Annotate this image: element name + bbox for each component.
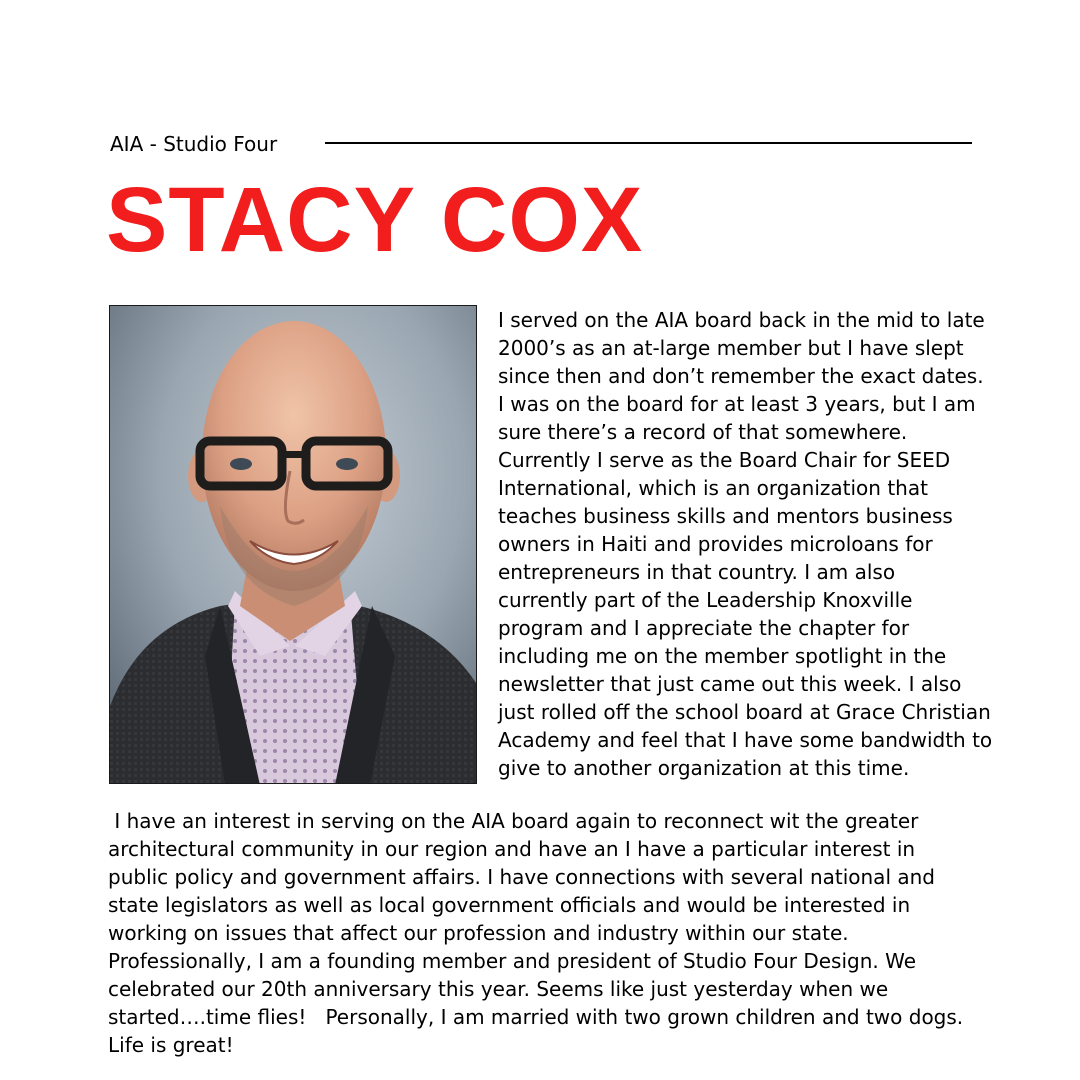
bio-line: working on issues that affect our profession and industry within our state. (108, 921, 849, 945)
portrait-photo (109, 305, 477, 784)
bio-line: celebrated our 20th anniversary this year. Seems like just yesterday when we (108, 977, 889, 1001)
bio-line: Professionally, I am a founding member and president of Studio Four Design. We (108, 949, 916, 973)
bio-line: teaches business skills and mentors business (498, 504, 953, 528)
bio-line: sure there’s a record of that somewhere. (498, 420, 908, 444)
organization-label: AIA - Studio Four (110, 132, 278, 156)
bio-line: architectural community in our region and have an I have a particular interest in (108, 837, 916, 861)
bio-line: state legislators as well as local government officials and would be interested in (108, 893, 911, 917)
bio-line: newsletter that just came out this week. I also (498, 672, 962, 696)
bio-line: entrepreneurs in that country. I am also (498, 560, 896, 584)
bio-line: started….time flies! Personally, I am married with two grown children and two dogs. (108, 1005, 964, 1029)
bio-line: International, which is an organization that (498, 476, 928, 500)
bio-line: Currently I serve as the Board Chair for SEED (498, 448, 951, 472)
bio-line: give to another organization at this time. (498, 756, 910, 780)
bio-line: Academy and feel that I have some bandwidth to (498, 728, 993, 752)
bio-paragraph-2 (108, 807, 1038, 1059)
person-name-heading: STACY COX (106, 169, 644, 271)
bio-line: public policy and government affairs. I have connections with several national and (108, 865, 935, 889)
header-divider (325, 142, 972, 144)
bio-line: including me on the member spotlight in the (498, 644, 947, 668)
bio-line: I have an interest in serving on the AIA board again to reconnect wit the greater (108, 809, 919, 833)
bio-line: owners in Haiti and provides microloans for (498, 532, 933, 556)
bio-line: I served on the AIA board back in the mid to late (498, 308, 985, 332)
bio-paragraph-1 (498, 306, 1038, 782)
bio-line: I was on the board for at least 3 years, but I am (498, 392, 976, 416)
bio-line: just rolled off the school board at Grace Christian (498, 700, 991, 724)
bio-line: program and I appreciate the chapter for (498, 616, 910, 640)
bio-line: since then and don’t remember the exact dates. (498, 364, 984, 388)
bio-line: currently part of the Leadership Knoxville (498, 588, 913, 612)
bio-line: 2000’s as an at-large member but I have slept (498, 336, 964, 360)
bio-line: Life is great! (108, 1033, 234, 1057)
